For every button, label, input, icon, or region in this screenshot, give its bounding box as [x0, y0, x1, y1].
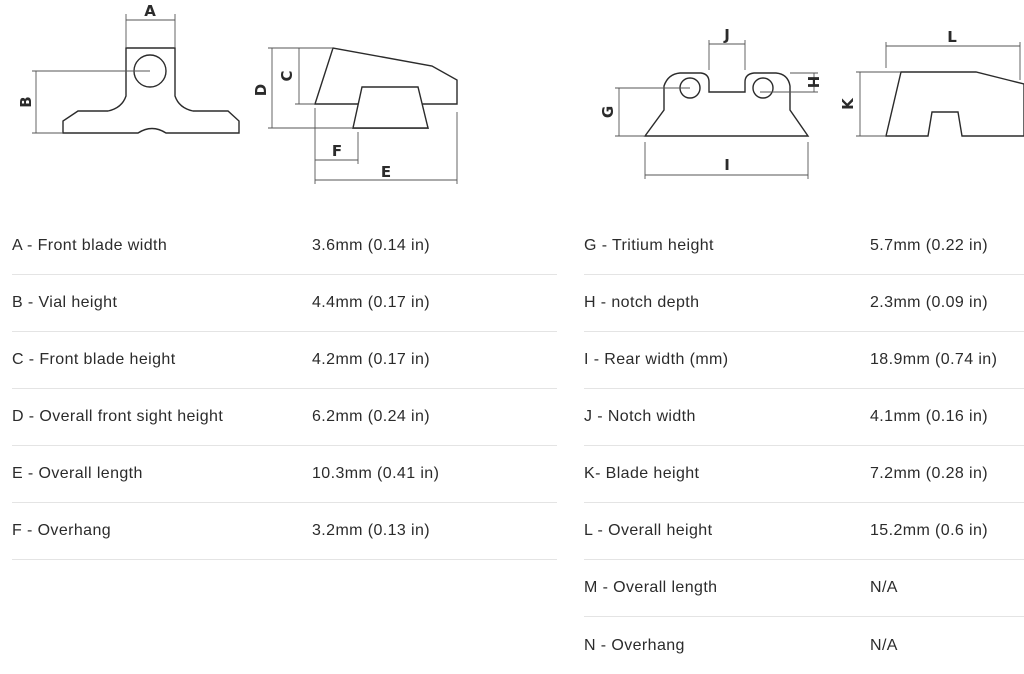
- dim-label-d: D: [252, 83, 270, 97]
- rear-sight-spec-table: [584, 218, 1024, 674]
- rear-sight-shape: [645, 73, 808, 136]
- spec-value: 2.3mm (0.09 in): [870, 294, 989, 311]
- spec-row-j: [584, 389, 1024, 446]
- spec-row-h: [584, 275, 1024, 332]
- spec-value: N/A: [870, 636, 898, 654]
- spec-row-f: [12, 503, 557, 560]
- spec-row-g: [584, 218, 1024, 275]
- spec-value: 4.1mm (0.16 in): [870, 408, 989, 425]
- dim-label-a: A: [144, 2, 156, 20]
- spec-row-b: [12, 275, 557, 332]
- spec-label: G - Tritium height: [584, 237, 714, 254]
- spec-row-a: [12, 218, 557, 275]
- spec-value: 18.9mm (0.74 in): [870, 351, 998, 368]
- spec-label: B - Vial height: [12, 294, 118, 311]
- dim-label-g: G: [599, 105, 617, 119]
- spec-row-e: [12, 446, 557, 503]
- spec-value: 4.2mm (0.17 in): [312, 351, 431, 368]
- spec-label: K- Blade height: [584, 465, 700, 482]
- spec-value: 3.2mm (0.13 in): [312, 522, 431, 539]
- spec-label: N - Overhang: [584, 636, 685, 654]
- dim-label-j: J: [724, 26, 730, 44]
- dim-label-c: C: [278, 70, 296, 82]
- spec-value: 4.4mm (0.17 in): [312, 294, 431, 311]
- spec-label: C - Front blade height: [12, 351, 176, 368]
- spec-value: 10.3mm (0.41 in): [312, 465, 440, 482]
- spec-row-m: [584, 560, 1024, 617]
- front-sight-blade-shape: [353, 87, 428, 128]
- spec-label: D - Overall front sight height: [12, 408, 224, 425]
- sight-diagrams-svg: [0, 0, 1024, 215]
- rear-sight-side-shape: [886, 72, 1024, 136]
- spec-row-k: [584, 446, 1024, 503]
- dim-label-b: B: [17, 96, 35, 108]
- spec-row-i: [584, 332, 1024, 389]
- dim-label-f: F: [331, 142, 343, 160]
- dim-label-i: I: [724, 156, 730, 174]
- rear-sight-front-view: [615, 40, 818, 179]
- spec-value: 7.2mm (0.28 in): [870, 465, 989, 482]
- spec-label: J - Notch width: [584, 408, 696, 425]
- dim-label-k: K: [839, 98, 857, 110]
- spec-label: L - Overall height: [584, 522, 713, 539]
- spec-label: A - Front blade width: [12, 237, 168, 254]
- spec-row-l: [584, 503, 1024, 560]
- front-sight-front-view: [32, 14, 239, 133]
- spec-value: 5.7mm (0.22 in): [870, 237, 989, 254]
- spec-row-c: [12, 332, 557, 389]
- spec-label: E - Overall length: [12, 465, 143, 482]
- spec-row-n: [584, 617, 1024, 674]
- spec-label: H - notch depth: [584, 294, 700, 311]
- spec-value: 3.6mm (0.14 in): [312, 237, 431, 254]
- rear-vial-right-circle: [753, 78, 773, 98]
- dim-label-e: E: [380, 163, 392, 181]
- spec-row-d: [12, 389, 557, 446]
- spec-value: N/A: [870, 579, 898, 596]
- sight-diagrams: [0, 0, 1024, 215]
- rear-sight-side-view: [856, 42, 1024, 136]
- front-sight-spec-table: [12, 218, 557, 560]
- spec-label: F - Overhang: [12, 522, 112, 539]
- dim-label-h: H: [804, 75, 822, 89]
- dim-label-l: L: [947, 28, 957, 46]
- spec-value: 6.2mm (0.24 in): [312, 408, 431, 425]
- spec-label: M - Overall length: [584, 579, 718, 596]
- spec-value: 15.2mm (0.6 in): [870, 522, 989, 539]
- spec-label: I - Rear width (mm): [584, 351, 729, 368]
- front-sight-side-view: [268, 48, 457, 184]
